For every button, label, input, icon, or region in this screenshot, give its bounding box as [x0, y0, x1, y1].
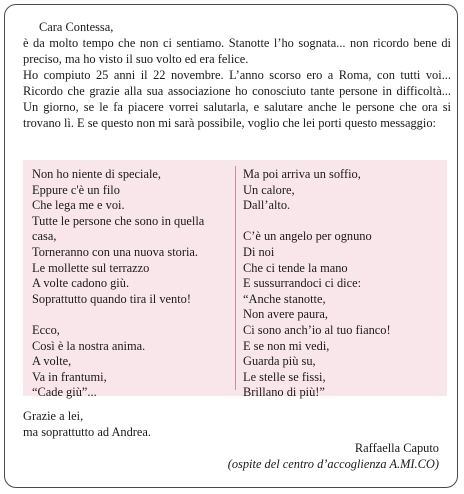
- poem-line: Ci sono anch’io al tuo fianco!: [243, 322, 391, 337]
- poem-box: [23, 160, 447, 400]
- closing: [23, 408, 151, 440]
- letter-paragraph-2: Ho compiuto 25 anni il 22 novembre. L’anno scorso ero a Roma, con tutti voi... Ricordo che grazie alla sua associazione ho conosciuto tante persone in difficoltà... Un giorno, se le fa piacere vorrei salutarla, e salutare anche le persone che ora si trovano lì. E se questo non mi sarà possibile, voglio che lei porti questo messaggio:: [23, 68, 451, 130]
- poem-line: Di noi: [243, 244, 275, 259]
- letter-text: [23, 19, 451, 131]
- poem-line: Soprattutto quando tira il vento!: [32, 291, 191, 306]
- poem-column-left: [32, 167, 232, 401]
- poem-line: Brillano di più!”: [243, 385, 325, 400]
- closing-line: Grazie a lei,: [23, 409, 84, 423]
- poem-line: Ecco,: [32, 322, 60, 337]
- poem-line: Un calore,: [243, 182, 295, 197]
- poem-column-divider: [235, 166, 236, 390]
- poem-line: Va in frantumi,: [32, 369, 107, 384]
- poem-line: Non avere paura,: [243, 307, 328, 322]
- poem-line: A volte cadono giù.: [32, 276, 130, 291]
- stanza-gap: [243, 214, 443, 230]
- closing-line: ma soprattutto ad Andrea.: [23, 425, 152, 439]
- poem-line: Non ho niente di speciale,: [32, 167, 162, 181]
- poem-line: Eppure c'è un filo: [32, 182, 120, 197]
- poem-line: casa,: [32, 229, 57, 244]
- signature-role: (ospite del centro d’accoglienza A.MI.CO): [227, 457, 439, 471]
- salutation: Cara Contessa,: [39, 20, 114, 34]
- stanza-gap: [32, 307, 232, 323]
- poem-line: C’è un angelo per ognuno: [243, 229, 372, 244]
- poem-line: A volte,: [32, 354, 72, 369]
- poem-column-right: [243, 167, 443, 401]
- poem-line: Dall’alto.: [243, 198, 291, 213]
- poem-line: Tutte le persone che sono in quella: [32, 213, 205, 228]
- signature-name: Raffaella Caputo: [354, 441, 439, 455]
- letter-card: [4, 4, 458, 488]
- poem-line: Torneranno con una nuova storia.: [32, 244, 199, 259]
- poem-line: E sussurrandoci ci dice:: [243, 276, 362, 291]
- poem-line: “Cade giù”...: [32, 385, 97, 400]
- letter-paragraph-1: è da molto tempo che non ci sentiamo. Stanotte l’ho sognata... non ricordo bene di preciso, ma ho visto il suo volto ed era felice.: [23, 36, 451, 66]
- poem-line: Le stelle se fissi,: [243, 369, 326, 384]
- poem-line: “Anche stanotte,: [243, 291, 326, 306]
- signature: [228, 440, 439, 472]
- poem-line: Così è la nostra anima.: [32, 338, 146, 353]
- poem-line: Che ci tende la mano: [243, 260, 348, 275]
- poem-line: Guarda più su,: [243, 354, 316, 369]
- poem-line: Le mollette sul terrazzo: [32, 260, 150, 275]
- poem-line: Ma poi arriva un soffio,: [243, 167, 361, 181]
- poem-line: E se non mi vedi,: [243, 338, 330, 353]
- poem-line: Che lega me e voi.: [32, 198, 125, 213]
